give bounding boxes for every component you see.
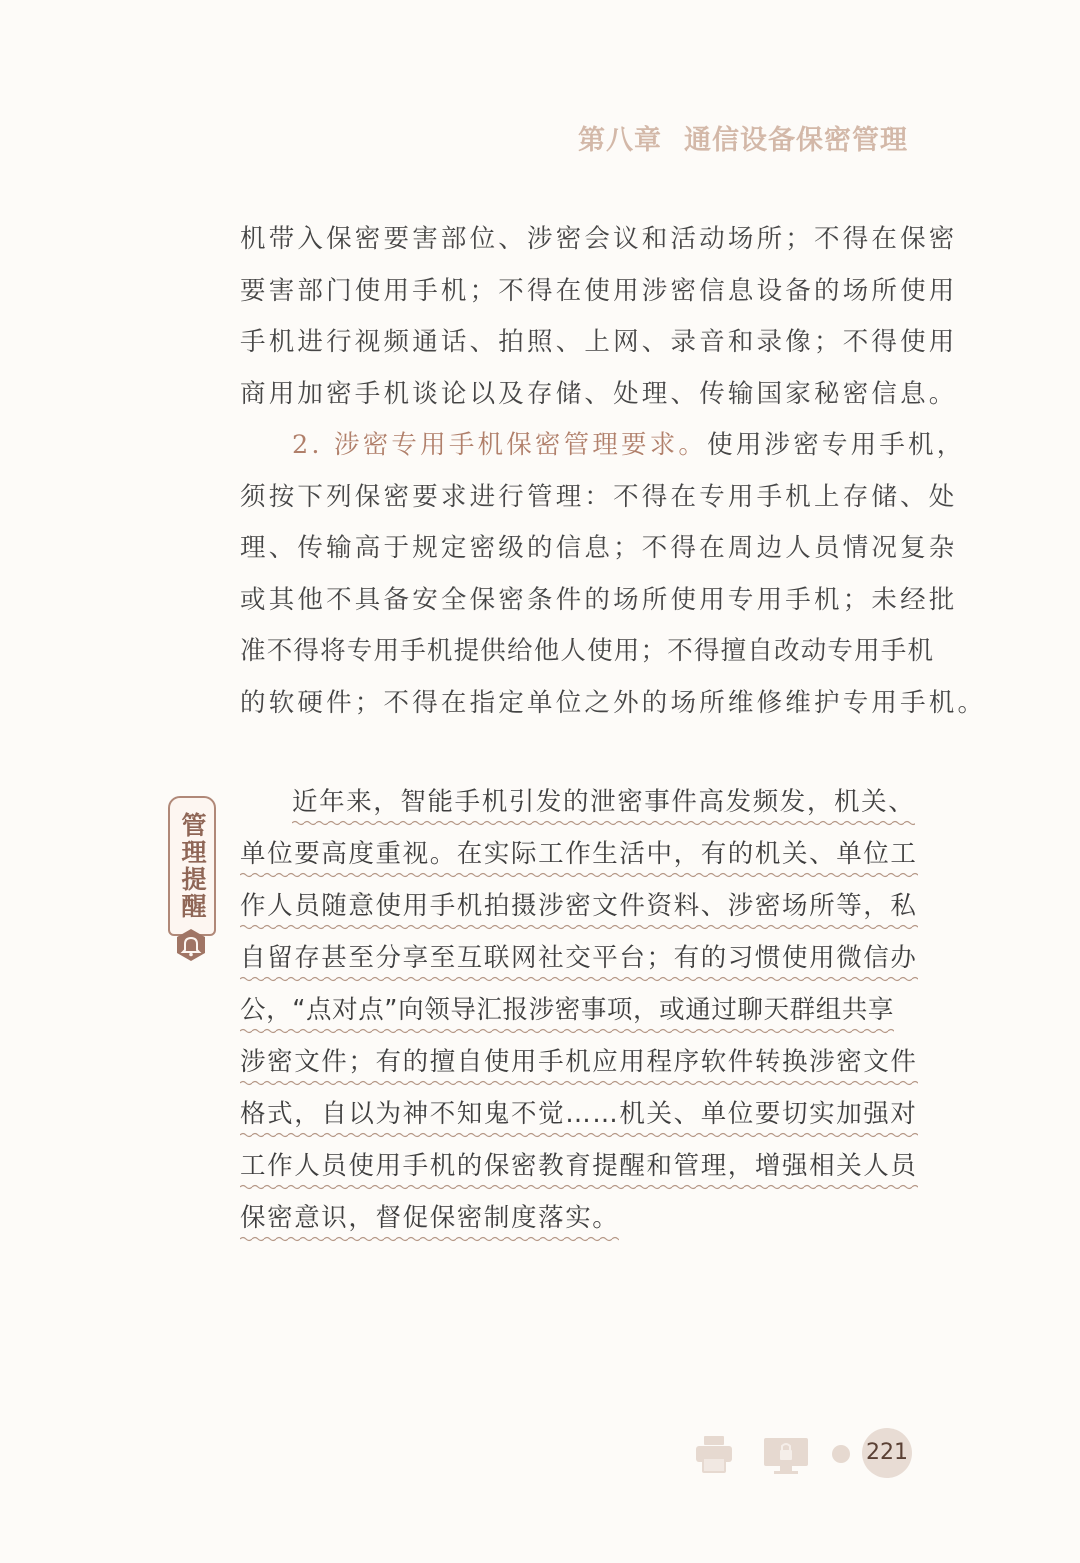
chapter-label: 第八章 <box>578 125 662 156</box>
body-line: 手机进行视频通话、拍照、上网、录音和录像；不得使用 <box>240 327 958 357</box>
printer-icon <box>696 1436 732 1472</box>
reminder-tag-label: 管理提醒 <box>178 812 207 920</box>
body-line: 须按下列保密要求进行管理：不得在专用手机上存储、处 <box>240 481 958 512</box>
section-2-heading: 2. 涉密专用手机保密管理要求。 <box>292 430 708 460</box>
section-2-first-rest: 使用涉密专用手机， <box>707 430 966 460</box>
reminder-line: 近年来，智能手机引发的泄密事件高发频发，机关、 <box>240 776 912 828</box>
bell-icon <box>174 928 208 962</box>
section-2-first-line <box>240 420 966 472</box>
reminder-line: 保密意识，督促保密制度落实。 <box>240 1192 912 1244</box>
reminder-line: 公，“点对点”向领导汇报涉密事项，或通过聊天群组共享 <box>240 984 912 1036</box>
reminder-line: 工作人员使用手机的保密教育提醒和管理，增强相关人员 <box>240 1140 912 1192</box>
body-line: 的软硬件；不得在指定单位之外的场所维修维护专用手机。 <box>240 687 987 718</box>
chapter-title: 通信设备保密管理 <box>684 125 908 156</box>
reminder-line: 格式，自以为神不知鬼不觉……机关、单位要切实加强对 <box>240 1088 912 1140</box>
reminder-line: 单位要高度重视。在实际工作生活中，有的机关、单位工 <box>240 828 912 880</box>
monitor-lock-icon <box>764 1438 808 1474</box>
dot-icon <box>832 1445 850 1463</box>
body-line: 准不得将专用手机提供给他人使用；不得擅自改动专用手机 <box>240 636 935 666</box>
running-header <box>578 118 908 157</box>
reminder-line: 自留存甚至分享至互联网社交平台；有的习惯使用微信办 <box>240 932 912 984</box>
body-text <box>240 214 987 729</box>
page-number: 221 <box>862 1428 912 1478</box>
body-line: 机带入保密要害部位、涉密会议和活动场所；不得在保密 <box>240 224 958 254</box>
reminder-tag <box>168 796 216 936</box>
body-line: 商用加密手机谈论以及存储、处理、传输国家秘密信息。 <box>240 378 958 409</box>
reminder-line: 涉密文件；有的擅自使用手机应用程序软件转换涉密文件 <box>240 1036 912 1088</box>
body-line: 理、传输高于规定密级的信息；不得在周边人员情况复杂 <box>240 533 958 563</box>
reminder-box <box>240 776 918 1244</box>
reminder-line: 作人员随意使用手机拍摄涉密文件资料、涉密场所等，私 <box>240 880 912 932</box>
body-line: 要害部门使用手机；不得在使用涉密信息设备的场所使用 <box>240 275 958 306</box>
body-line: 或其他不具备安全保密条件的场所使用专用手机；未经批 <box>240 584 958 615</box>
